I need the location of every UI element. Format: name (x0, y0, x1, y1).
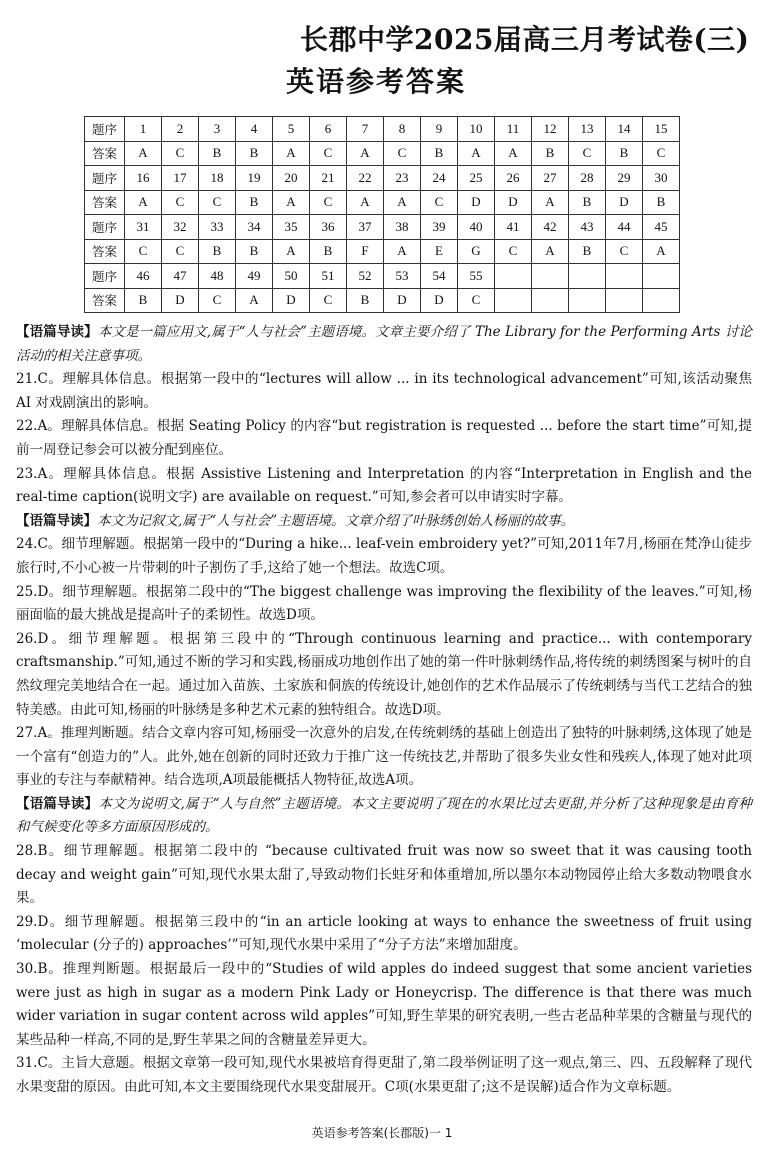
answer-cell: C (162, 141, 199, 166)
question-number-cell: 10 (458, 117, 495, 142)
answer-cell: G (458, 239, 495, 264)
number-row (85, 215, 680, 240)
answer-cell: C (310, 190, 347, 215)
row-label: 题序 (85, 117, 125, 142)
answer-cell: A (384, 239, 421, 264)
page-footer: 英语参考答案(长郡版)一 1 (311, 1126, 453, 1140)
answer-cell: B (569, 239, 606, 264)
question-number-cell: 16 (125, 166, 162, 191)
question-number-cell: 43 (569, 215, 606, 240)
question-number-cell: 50 (273, 264, 310, 289)
answer-row (85, 141, 680, 166)
answer-cell: C (606, 239, 643, 264)
answer-cell: F (347, 239, 384, 264)
answer-cell: B (347, 288, 384, 313)
question-number-cell: 25 (458, 166, 495, 191)
question-number-cell: 32 (162, 215, 199, 240)
question-number-cell (643, 264, 680, 289)
answer-cell: A (347, 190, 384, 215)
question-number-cell: 49 (236, 264, 273, 289)
answer-cell: D (421, 288, 458, 313)
question-number-cell: 20 (273, 166, 310, 191)
answer-explanation: 28.B。细节理解题。根据第二段中的 “because cultivated fruit was now so sweet that it was causing tooth decay and weight gain”可知,现代水果太甜了,导致动物们长蛀牙和体重增加,所以墨尔本动物园停止给大多数动物喂食水果。 (16, 843, 752, 907)
answer-cell: A (125, 190, 162, 215)
answer-cell: C (162, 239, 199, 264)
guide-label: 【语篇导读】 (16, 795, 99, 812)
question-number-cell: 4 (236, 117, 273, 142)
answer-cell: D (495, 190, 532, 215)
question-number-cell: 2 (162, 117, 199, 142)
question-number-cell (495, 264, 532, 289)
answer-cell: A (532, 239, 569, 264)
question-number-cell: 46 (125, 264, 162, 289)
question-number-cell: 45 (643, 215, 680, 240)
answer-cell: A (125, 141, 162, 166)
question-number-cell: 11 (495, 117, 532, 142)
question-number-cell: 29 (606, 166, 643, 191)
question-number-cell: 42 (532, 215, 569, 240)
answer-cell: A (273, 239, 310, 264)
answer-cell: C (569, 141, 606, 166)
answer-table (84, 116, 680, 313)
answer-explanation: 25.D。细节理解题。根据第二段中的“The biggest challenge was improving the flexibility of the leaves.”可知,杨丽面临的最大挑战是提高叶子的柔韧性。故选D项。 (16, 583, 752, 624)
answer-cell: B (643, 190, 680, 215)
question-number-cell: 36 (310, 215, 347, 240)
question-number-cell: 44 (606, 215, 643, 240)
question-number-cell: 47 (162, 264, 199, 289)
answer-cell: A (347, 141, 384, 166)
question-number-cell: 55 (458, 264, 495, 289)
question-number-cell: 1 (125, 117, 162, 142)
answer-cell: D (606, 190, 643, 215)
question-number-cell: 7 (347, 117, 384, 142)
question-number-cell: 12 (532, 117, 569, 142)
answer-cell: A (236, 288, 273, 313)
answer-cell: D (162, 288, 199, 313)
question-number-cell: 5 (273, 117, 310, 142)
answer-explanation: 24.C。细节理解题。根据第一段中的“During a hike... leaf-vein embroidery yet?”可知,2011年7月,杨丽在梵净山徒步旅行时,不小心被一片带刺的叶子割伤了手,这给了她一个想法。故选C项。 (16, 536, 752, 576)
question-number-cell: 6 (310, 117, 347, 142)
question-number-cell: 51 (310, 264, 347, 289)
question-number-cell: 14 (606, 117, 643, 142)
answer-cell: A (273, 190, 310, 215)
question-number-cell: 40 (458, 215, 495, 240)
guide-label: 【语篇导读】 (16, 324, 98, 340)
question-number-cell: 15 (643, 117, 680, 142)
answer-cell: B (236, 239, 273, 264)
question-number-cell: 23 (384, 166, 421, 191)
answer-row (85, 288, 680, 313)
question-number-cell: 21 (310, 166, 347, 191)
question-number-cell: 24 (421, 166, 458, 191)
answer-cell: C (310, 141, 347, 166)
number-row (85, 117, 680, 142)
answer-cell: B (606, 141, 643, 166)
answer-cell: E (421, 239, 458, 264)
question-number-cell: 37 (347, 215, 384, 240)
answer-explanation: 30.B。推理判断题。根据最后一段中的“Studies of wild apples do indeed suggest that some ancient varieties were just as high in sugar as a modern Pink Lady or Honeycrisp. The difference is that there was much wider variation in sugar content across wild apples”可知,野生苹果的研究表明,一些古老品种苹果的含糖量与现代的某些品种一样高,不同的是,野生苹果之间的含糖量差异更大。 (16, 961, 752, 1048)
answer-explanation: 21.C。理解具体信息。根据第一段中的“lectures will allow ... in its technological advancement”可知,该活动聚焦 AI 对戏剧演出的影响。 (16, 371, 752, 411)
answer-cell: B (421, 141, 458, 166)
question-number-cell: 39 (421, 215, 458, 240)
question-number-cell: 31 (125, 215, 162, 240)
question-number-cell (532, 264, 569, 289)
question-number-cell: 48 (199, 264, 236, 289)
question-number-cell: 54 (421, 264, 458, 289)
answer-cell (606, 288, 643, 313)
answer-cell (569, 288, 606, 313)
guide-text: 本文为说明文,属于“人与自然”主题语境。本文主要说明了现在的水果比过去更甜,并分析了这种现象是由育种和气候变化等多方面原因形成的。 (16, 795, 753, 836)
answer-cell: A (643, 239, 680, 264)
question-number-cell: 22 (347, 166, 384, 191)
question-number-cell: 41 (495, 215, 532, 240)
answer-cell: C (162, 190, 199, 215)
question-number-cell: 26 (495, 166, 532, 191)
row-label: 题序 (85, 215, 125, 240)
answer-cell: C (458, 288, 495, 313)
explanations (16, 321, 752, 1100)
question-number-cell (606, 264, 643, 289)
number-row (85, 264, 680, 289)
question-number-cell: 52 (347, 264, 384, 289)
answer-cell (643, 288, 680, 313)
exam-title: 长郡中学2025届高三月考试卷(三) (300, 23, 750, 56)
answer-cell: C (421, 190, 458, 215)
answer-cell: A (532, 190, 569, 215)
question-number-cell: 19 (236, 166, 273, 191)
reading-guide (16, 510, 752, 534)
answer-cell: B (569, 190, 606, 215)
question-number-cell: 18 (199, 166, 236, 191)
row-label: 答案 (85, 190, 125, 215)
answer-cell: A (273, 141, 310, 166)
answer-cell: D (458, 190, 495, 215)
reading-guide (16, 321, 752, 368)
answer-cell: B (125, 288, 162, 313)
row-label: 题序 (85, 264, 125, 289)
row-label: 答案 (85, 141, 125, 166)
answer-row (85, 239, 680, 264)
answer-cell: B (199, 239, 236, 264)
document-title: 英语参考答案 (286, 65, 467, 98)
answer-cell: A (384, 190, 421, 215)
answer-explanation: 27.A。推理判断题。结合文章内容可知,杨丽受一次意外的启发,在传统刺绣的基础上创造出了独特的叶脉刺绣,这体现了她是一个富有“创造力的”人。此外,她在创新的同时还致力于推广这一传统技艺,并帮助了很多失业女性和残疾人,体现了她对此项事业的专注与奉献精神。结合选项,A项最能概括人物特征,故选A项。 (16, 725, 752, 789)
answer-cell: B (236, 141, 273, 166)
answer-explanation: 22.A。理解具体信息。根据 Seating Policy 的内容“but registration is requested ... before the start time”可知,提前一周登记参会可以被分配到座位。 (16, 418, 752, 458)
answer-cell: C (199, 288, 236, 313)
reading-guide (16, 793, 752, 840)
answer-cell: D (273, 288, 310, 313)
row-label: 答案 (85, 239, 125, 264)
question-number-cell: 17 (162, 166, 199, 191)
question-number-cell: 30 (643, 166, 680, 191)
question-number-cell: 28 (569, 166, 606, 191)
answer-cell: C (384, 141, 421, 166)
answer-cell: B (236, 190, 273, 215)
question-number-cell: 8 (384, 117, 421, 142)
question-number-cell: 34 (236, 215, 273, 240)
answer-cell: C (643, 141, 680, 166)
question-number-cell: 27 (532, 166, 569, 191)
answer-cell: C (199, 190, 236, 215)
question-number-cell: 35 (273, 215, 310, 240)
answer-cell: C (310, 288, 347, 313)
answer-explanation: 29.D。细节理解题。根据第三段中的“in an article looking at ways to enhance the sweetness of fruit using ‘molecular (分子的) approaches’”可知,现代水果中采用了“分子方法”来增加甜度。 (16, 913, 752, 954)
guide-text: 本文为记叙文,属于“人与社会”主题语境。文章介绍了叶脉绣创始人杨丽的故事。 (97, 512, 575, 529)
guide-text: 本文是一篇应用文,属于“人与社会”主题语境。文章主要介绍了 The Library for the Performing Arts 讨论活动的相关注意事项。 (16, 324, 752, 364)
answer-cell: C (495, 239, 532, 264)
question-number-cell: 13 (569, 117, 606, 142)
answer-cell: A (458, 141, 495, 166)
answer-cell (495, 288, 532, 313)
answer-cell (532, 288, 569, 313)
question-number-cell: 9 (421, 117, 458, 142)
question-number-cell: 38 (384, 215, 421, 240)
answer-explanation: 26.D。细节理解题。根据第三段中的“Through continuous learning and practice... with contemporary craftsmanship.”可知,通过不断的学习和实践,杨丽成功地创作出了她的第一件叶脉刺绣作品,将传统的刺绣图案与树叶的自然纹理完美地结合在一起。通过加入苗族、土家族和侗族的传统设计,她创作的艺术作品展示了传统刺绣与当代工艺结合的独特美感。由此可知,杨丽的叶脉绣是多种艺术元素的独特组合。故选D项。 (16, 630, 752, 718)
row-label: 题序 (85, 166, 125, 191)
answer-row (85, 190, 680, 215)
answer-cell: B (310, 239, 347, 264)
question-number-cell: 3 (199, 117, 236, 142)
guide-label: 【语篇导读】 (16, 512, 97, 529)
question-number-cell: 33 (199, 215, 236, 240)
answer-cell: D (384, 288, 421, 313)
answer-cell: C (125, 239, 162, 264)
answer-explanation: 23.A。理解具体信息。根据 Assistive Listening and Interpretation 的内容“Interpretation in English and the real-time caption(说明文字) are available on request.”可知,参会者可以申请实时字幕。 (16, 465, 752, 506)
answer-cell: A (495, 141, 532, 166)
answer-cell: B (532, 141, 569, 166)
question-number-cell (569, 264, 606, 289)
row-label: 答案 (85, 288, 125, 313)
answer-cell: B (199, 141, 236, 166)
question-number-cell: 53 (384, 264, 421, 289)
answer-explanation: 31.C。主旨大意题。根据文章第一段可知,现代水果被培育得更甜了,第二段举例证明了这一观点,第三、四、五段解释了现代水果变甜的原因。由此可知,本文主要围绕现代水果变甜展开。C项(水果更甜了;这不是误解)适合作为文章标题。 (16, 1055, 752, 1095)
number-row (85, 166, 680, 191)
